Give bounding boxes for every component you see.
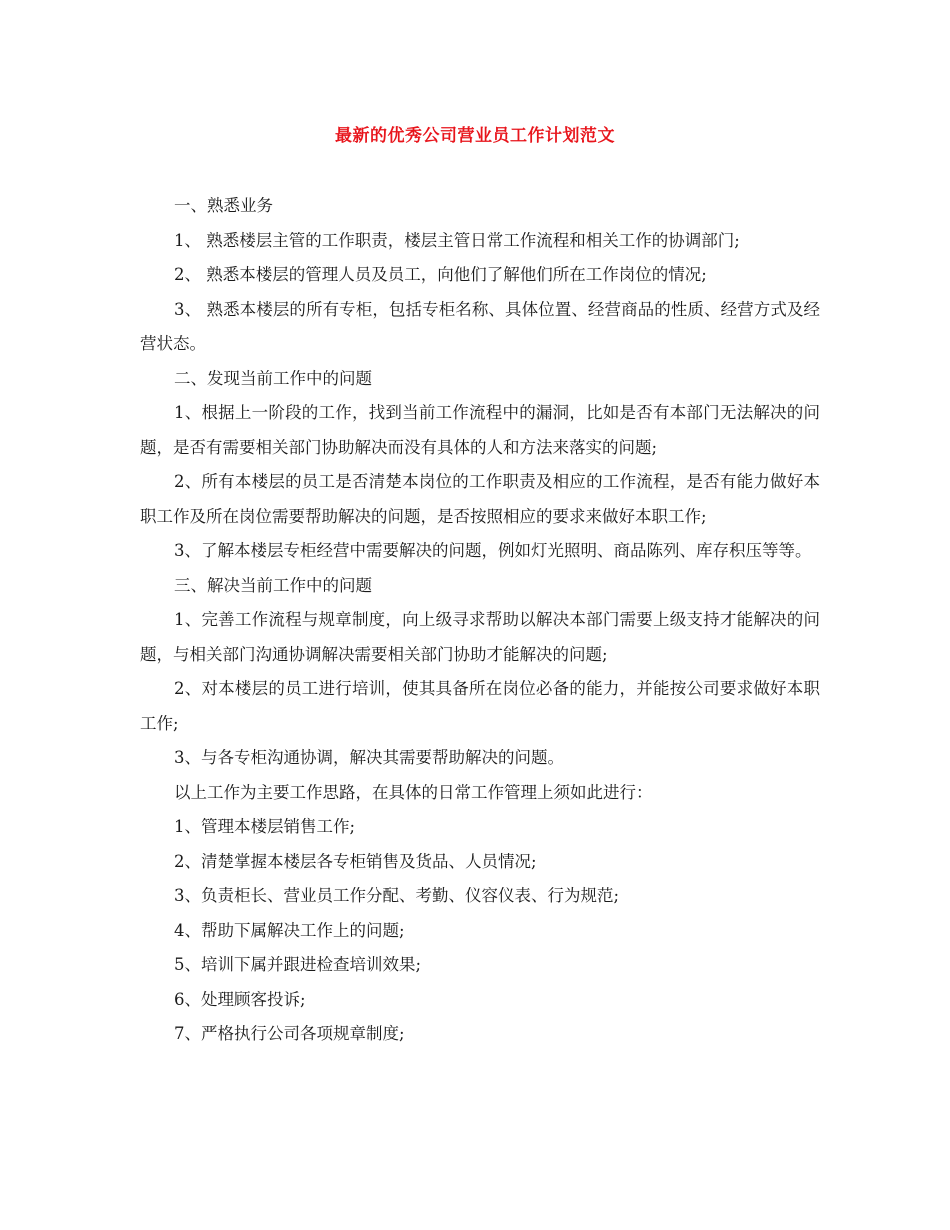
- paragraph: 3、了解本楼层专柜经营中需要解决的问题，例如灯光照明、商品陈列、库存积压等等。: [174, 541, 812, 560]
- list-item: 4、帮助下属解决工作上的问题;: [174, 920, 405, 940]
- document-body: [140, 189, 820, 1052]
- document-title: 最新的优秀公司营业员工作计划范文: [335, 126, 615, 146]
- list-item: 3、负责柜长、营业员工作分配、考勤、仪容仪表、行为规范;: [174, 886, 620, 905]
- paragraph: 1、 熟悉楼层主管的工作职责，楼层主管日常工作流程和相关工作的协调部门;: [174, 230, 740, 250]
- list-item: 5、培训下属并跟进检查培训效果;: [174, 955, 422, 974]
- paragraph: 2、对本楼层的员工进行培训，使其具备所在岗位必备的能力，并能按公司要求做好本职工作;: [140, 679, 820, 733]
- paragraph: 3、 熟悉本楼层的所有专柜，包括专柜名称、具体位置、经营商品的性质、经营方式及经营状态。: [140, 299, 820, 353]
- paragraph: 2、 熟悉本楼层的管理人员及员工，向他们了解他们所在工作岗位的情况;: [174, 265, 707, 284]
- paragraph: 以上工作为主要工作思路，在具体的日常工作管理上须如此进行：: [174, 782, 653, 802]
- paragraph: 3、与各专柜沟通协调，解决其需要帮助解决的问题。: [174, 748, 564, 767]
- section-heading-1: 一、熟悉业务: [174, 196, 273, 215]
- list-item: 7、严格执行公司各项规章制度;: [174, 1024, 405, 1043]
- paragraph: 2、所有本楼层的员工是否清楚本岗位的工作职责及相应的工作流程，是否有能力做好本职工作及所在岗位需要帮助解决的问题，是否按照相应的要求来做好本职工作;: [140, 472, 820, 526]
- list-item: 6、处理顾客投诉;: [174, 989, 306, 1009]
- paragraph: 1、根据上一阶段的工作，找到当前工作流程中的漏洞，比如是否有本部门无法解决的问题，是否有需要相关部门协助解决而没有具体的人和方法来落实的问题;: [140, 403, 820, 457]
- section-heading-3: 三、解决当前工作中的问题: [174, 575, 372, 595]
- section-heading-2: 二、发现当前工作中的问题: [174, 368, 372, 388]
- paragraph: 1、完善工作流程与规章制度，向上级寻求帮助以解决本部门需要上级支持才能解决的问题，与相关部门沟通协调解决需要相关部门协助才能解决的问题;: [140, 610, 820, 664]
- list-item: 1、管理本楼层销售工作;: [174, 817, 356, 836]
- list-item: 2、清楚掌握本楼层各专柜销售及货品、人员情况;: [174, 851, 537, 871]
